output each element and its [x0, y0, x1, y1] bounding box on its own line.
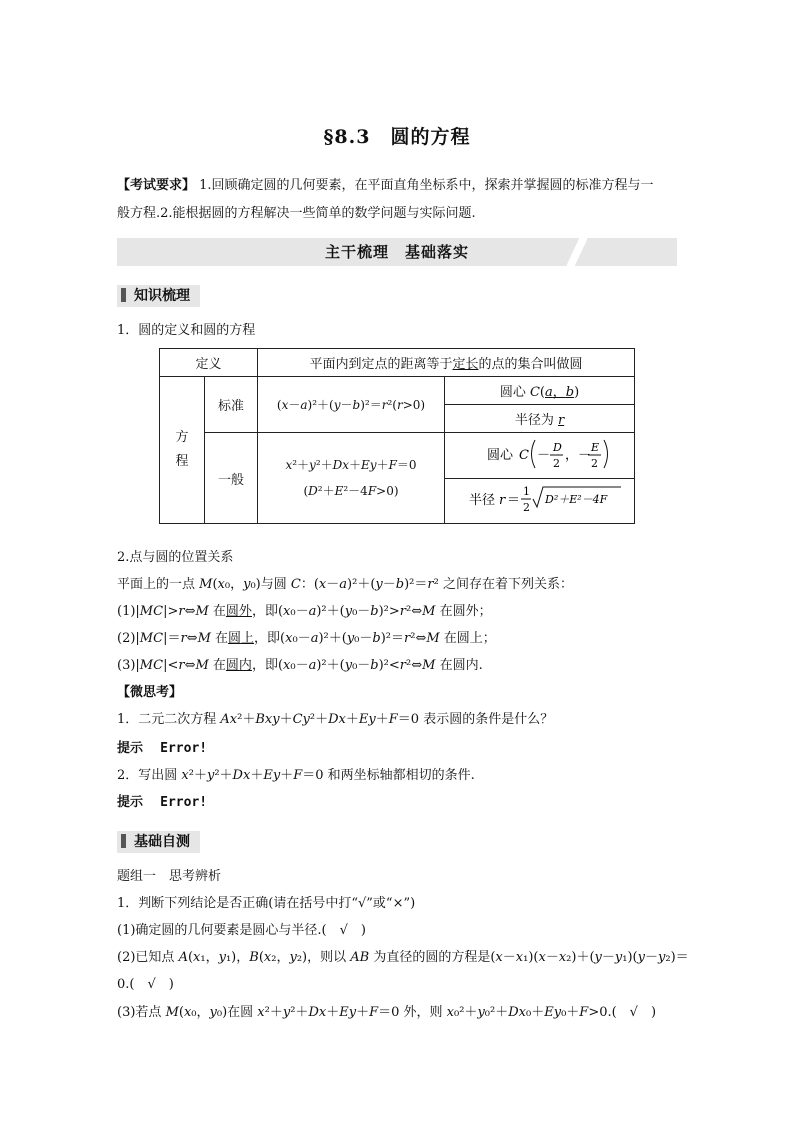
- section-header-selftest-text: 基础自测: [134, 834, 190, 850]
- hint-1-error: Error!: [160, 741, 208, 756]
- page-title: §8.3 圆的方程: [323, 126, 471, 148]
- judge-title: 1．判断下列结论是否正确(请在括号中打“√”或“×”): [117, 896, 416, 911]
- group-1-title: 题组一 思考辨析: [117, 869, 222, 884]
- think-q2: 2．写出圆 x²＋y²＋Dx＋Ey＋F＝0 和两坐标轴都相切的条件.: [117, 768, 475, 783]
- subsection-2-title: 2.点与圆的位置关系: [117, 550, 234, 565]
- svg-text:C: C: [518, 447, 529, 463]
- s2-item-2: (2)|MC|＝r⇔M 在圆上，即(x₀－a)²＋(y₀－b)²＝r²⇔M 在圆上；: [117, 631, 496, 646]
- hint-2: [117, 794, 207, 812]
- std-label: 标准: [205, 377, 258, 433]
- gen-radius-formula: [455, 479, 625, 519]
- think-q1: 1．二元二次方程 Ax²＋Bxy＋Cy²＋Dx＋Ey＋F＝0 表示圆的条件是什么？: [117, 712, 554, 727]
- exam-req-label: 【考试要求】: [117, 178, 196, 193]
- svg-text:－: －: [536, 447, 550, 463]
- s2-intro: 平面上的一点 M(x₀，y₀)与圆 C：(x－a)²＋(y－b)²＝r² 之间存在着下列关系：: [117, 577, 573, 592]
- hint-2-error: Error!: [160, 795, 208, 810]
- s2-item-1: (1)|MC|>r⇔M 在圆外，即(x₀－a)²＋(y₀－b)²>r²⇔M 在圆外；: [117, 604, 492, 619]
- svg-text:半径: 半径: [468, 493, 495, 508]
- circle-equation-table: [159, 348, 635, 524]
- banner-text: 主干梳理 基础落实: [324, 243, 469, 261]
- subsection-1-title: 1．圆的定义和圆的方程: [117, 323, 256, 338]
- gen-label: 一般: [205, 433, 258, 524]
- svg-text:2: 2: [590, 456, 598, 470]
- svg-text:＝: ＝: [506, 493, 520, 508]
- exam-req-text2: 般方程.2.能根据圆的方程解决一些简单的数学问题与实际问题.: [117, 206, 476, 221]
- hint-1-label: 提示: [117, 741, 144, 756]
- std-radius: 半径为 r: [445, 405, 635, 433]
- s2-item-3: (3)|MC|<r⇔M 在圆内，即(x₀－a)²＋(y₀－b)²<r²⇔M 在圆内.: [117, 658, 483, 673]
- exam-requirements: [117, 172, 682, 228]
- exam-req-text1: 1.回顾确定圆的几何要素，在平面直角坐标系中，探索并掌握圆的标准方程与一: [195, 178, 654, 193]
- judge-item-1: (1)确定圆的几何要素是圆心与半径.( √ ): [117, 923, 366, 938]
- gen-center-formula: [465, 434, 615, 474]
- section-header-knowledge: [117, 285, 200, 307]
- svg-text:r: r: [498, 493, 505, 508]
- svg-text:D²＋E²－4F: D²＋E²－4F: [544, 493, 607, 506]
- std-center: 圆心 C(a，b): [445, 377, 635, 405]
- judge-item-3: (3)若点 M(x₀，y₀)在圆 x²＋y²＋Dx＋Ey＋F＝0 外，则 x₀²＋y₀²＋Dx₀＋Ey₀＋F>0.( √ ): [117, 1005, 657, 1020]
- def-label: 定义: [160, 349, 258, 377]
- section-marker-icon: [121, 834, 126, 848]
- svg-text:2: 2: [552, 456, 560, 470]
- section-banner: [117, 238, 677, 266]
- hint-1: [117, 740, 207, 758]
- fangcheng-label: 方 程: [160, 377, 205, 524]
- def-text: 平面内到定点的距离等于定长的点的集合叫做圆: [258, 349, 635, 377]
- section-marker-icon: [121, 288, 126, 302]
- std-equation: (x－a)²＋(y－b)²＝r²(r>0): [258, 377, 445, 433]
- section-header-selftest: [117, 831, 200, 853]
- judge-item-2: (2)已知点 A(x₁，y₁)，B(x₂，y₂)，则以 AB 为直径的圆的方程是(x－x₁)(x－x₂)＋(y－y₁)(y－y₂)＝: [117, 950, 689, 965]
- gen-equation: x²＋y²＋Dx＋Ey＋F＝0 (D²＋E²－4F>0): [258, 433, 445, 524]
- judge-item-2b: 0.( √ ): [117, 977, 174, 992]
- svg-text:D: D: [552, 440, 562, 454]
- svg-text:2: 2: [522, 501, 530, 514]
- svg-text:E: E: [590, 440, 599, 454]
- svg-text:1: 1: [522, 485, 530, 498]
- gen-radius: [445, 479, 635, 524]
- svg-text:圆心: 圆心: [486, 447, 513, 463]
- svg-text:，－: ，－: [564, 447, 591, 463]
- gen-center: [445, 433, 635, 479]
- think-label: 【微思考】: [117, 685, 183, 700]
- hint-2-label: 提示: [117, 795, 144, 810]
- section-header-knowledge-text: 知识梳理: [134, 288, 190, 304]
